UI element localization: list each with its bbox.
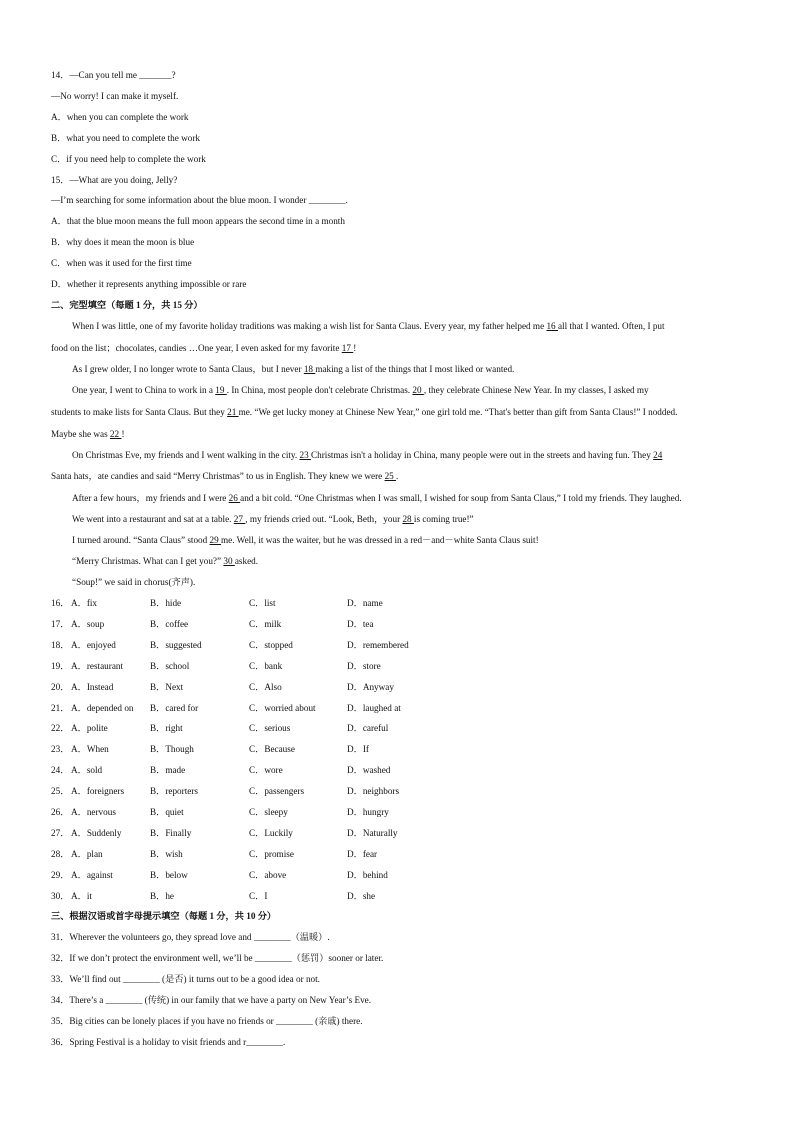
option-d: D．Anyway xyxy=(347,682,394,692)
blank-20: 20 xyxy=(412,385,424,395)
option-c: C．I xyxy=(249,891,268,901)
option-c: C．bank xyxy=(249,661,283,671)
option-row-number: 16． xyxy=(51,598,70,608)
option-b: B．coffee xyxy=(150,619,189,629)
passage-text: After a few hours，my friends and I were xyxy=(72,493,229,503)
q14-stem: 14．—Can you tell me _______? xyxy=(51,70,176,80)
option-d: D．tea xyxy=(347,619,374,629)
passage-text: On Christmas Eve, my friends and I went walking in the city. xyxy=(72,450,300,460)
passage-text: As I grew older, I no longer wrote to Santa Claus，but I never xyxy=(72,364,304,374)
passage-line: “Soup!” we said in chorus(齐声). xyxy=(72,577,196,587)
passage-line xyxy=(72,492,682,504)
q34: 34．There’s a ________ (传统) in our family that we have a party on New Year’s Eve. xyxy=(51,995,372,1005)
option-a: A．restaurant xyxy=(71,661,124,671)
option-d: D．fear xyxy=(347,849,378,859)
option-d: D．neighbors xyxy=(347,786,400,796)
blank-30: 30 xyxy=(223,556,235,566)
blank-22: 22 xyxy=(109,429,122,439)
passage-text: I turned around. “Santa Claus” stood xyxy=(72,535,210,545)
passage-text: Christmas isn't a holiday in China, many people were out in the streets and having fun. They xyxy=(311,450,654,460)
passage-text: asked. xyxy=(234,556,259,566)
q15-option-a: A．that the blue moon means the full moon appears the second time in a month xyxy=(51,216,345,226)
option-row-number: 21． xyxy=(51,703,70,713)
q14-option-c: C．if you need help to complete the work xyxy=(51,154,206,164)
option-d: D．remembered xyxy=(347,640,409,650)
option-b: B．Finally xyxy=(150,828,192,838)
option-c: C．worried about xyxy=(249,703,316,713)
blank-25: 25 xyxy=(384,471,397,481)
option-d: D．she xyxy=(347,891,376,901)
option-row-number: 26． xyxy=(51,807,70,817)
option-c: C．Also xyxy=(249,682,282,692)
option-a: A．sold xyxy=(71,765,103,775)
passage-text: . In China, most people don't celebrate Christmas. xyxy=(226,385,413,395)
option-a: A．Instead xyxy=(71,682,114,692)
option-row-number: 19． xyxy=(51,661,70,671)
section3-title: 三、根据汉语或首字母提示填空（每题 1 分，共 10 分） xyxy=(51,911,277,921)
option-a: A．soup xyxy=(71,619,105,629)
blank-29: 29 xyxy=(209,535,222,545)
passage-line xyxy=(51,342,356,354)
passage-text: One year, I went to China to work in a xyxy=(72,385,216,395)
blank-26: 26 xyxy=(228,493,241,503)
passage-text: “Merry Christmas. What can I get you?” xyxy=(72,556,224,566)
option-row-number: 17． xyxy=(51,619,70,629)
option-c: C．stopped xyxy=(249,640,293,650)
passage-text: me. Well, it was the waiter, but he was dressed in a red－and－white Santa Claus suit! xyxy=(221,535,539,545)
passage-text: all that I wanted. Often, I put xyxy=(557,321,665,331)
option-b: B．he xyxy=(150,891,174,901)
option-a: A．enjoyed xyxy=(71,640,116,650)
q15-option-d: D．whether it represents anything impossible or rare xyxy=(51,279,247,289)
option-d: D．name xyxy=(347,598,383,608)
q36: 36．Spring Festival is a holiday to visit friends and r________. xyxy=(51,1037,286,1047)
option-d: D．If xyxy=(347,744,369,754)
option-b: B．below xyxy=(150,870,188,880)
passage-text: ! xyxy=(121,429,125,439)
option-row-number: 22． xyxy=(51,723,70,733)
passage-text: making a list of the things that I most liked or wanted. xyxy=(315,364,515,374)
passage-line xyxy=(72,363,514,375)
option-a: A．against xyxy=(71,870,113,880)
passage-text: ! xyxy=(353,343,357,353)
q15-reply: —I’m searching for some information about the blue moon. I wonder ________. xyxy=(51,195,348,205)
section2-title: 二、完型填空（每题 1 分，共 15 分） xyxy=(51,300,203,310)
option-b: B．right xyxy=(150,723,183,733)
option-c: C．serious xyxy=(249,723,291,733)
option-row-number: 28． xyxy=(51,849,70,859)
passage-line xyxy=(51,470,398,482)
option-a: A．nervous xyxy=(71,807,116,817)
option-row-number: 20． xyxy=(51,682,70,692)
option-b: B．suggested xyxy=(150,640,202,650)
option-b: B．Next xyxy=(150,682,184,692)
option-b: B．hide xyxy=(150,598,182,608)
passage-text: When I was little, one of my favorite holiday traditions was making a wish list for Santa Claus. Every year, my father helped me xyxy=(72,321,547,331)
option-a: A．Suddenly xyxy=(71,828,122,838)
option-a: A．foreigners xyxy=(71,786,125,796)
option-d: D．careful xyxy=(347,723,389,733)
blank-19: 19 xyxy=(215,385,227,395)
option-d: D．washed xyxy=(347,765,391,775)
option-row-number: 23． xyxy=(51,744,70,754)
q32: 32．If we don’t protect the environment well, we’ll be ________（惩罚）sooner or later. xyxy=(51,953,384,963)
option-row-number: 18． xyxy=(51,640,70,650)
option-a: A．fix xyxy=(71,598,98,608)
passage-text: , they celebrate Chinese New Year. In my classes, I asked my xyxy=(423,385,649,395)
option-a: A．polite xyxy=(71,723,108,733)
passage-line xyxy=(72,513,474,525)
option-c: C．Luckily xyxy=(249,828,293,838)
option-row-number: 27． xyxy=(51,828,70,838)
passage-text: Maybe she was xyxy=(51,429,110,439)
passage-line xyxy=(72,534,539,546)
blank-28: 28 xyxy=(402,514,414,524)
option-c: C．promise xyxy=(249,849,294,859)
option-row-number: 24． xyxy=(51,765,70,775)
q14-reply: —No worry! I can make it myself. xyxy=(51,91,179,101)
passage-line xyxy=(72,555,258,567)
passage-text: . xyxy=(396,471,399,481)
option-b: B．Though xyxy=(150,744,194,754)
passage-text: food on the list；chocolates, candies …One year, I even asked for my favorite xyxy=(51,343,342,353)
option-c: C．passengers xyxy=(249,786,305,796)
q35: 35．Big cities can be lonely places if you have no friends or ________ (亲戚) there. xyxy=(51,1016,363,1026)
option-d: D．Naturally xyxy=(347,828,398,838)
passage-text: We went into a restaurant and sat at a table. xyxy=(72,514,234,524)
passage-text: , my friends cried out. “Look, Beth，your xyxy=(245,514,403,524)
option-b: B．wish xyxy=(150,849,183,859)
passage-text: students to make lists for Santa Claus. But they xyxy=(51,407,228,417)
passage-text: Santa hats，ate candies and said “Merry Christmas” to us in English. They knew we were xyxy=(51,471,385,481)
option-b: B．cared for xyxy=(150,703,199,713)
option-d: D．behind xyxy=(347,870,388,880)
q31: 31．Wherever the volunteers go, they spread love and ________（温暖）. xyxy=(51,932,330,942)
blank-21: 21 xyxy=(227,407,239,417)
option-b: B．made xyxy=(150,765,186,775)
passage-line xyxy=(72,320,665,332)
option-c: C．milk xyxy=(249,619,282,629)
option-a: A．plan xyxy=(71,849,103,859)
passage-text: and a bit cold. “One Christmas when I was small, I wished for soup from Santa Claus,” I told my friends. They laughed. xyxy=(240,493,682,503)
option-d: D．store xyxy=(347,661,381,671)
passage-line xyxy=(72,384,649,396)
blank-27: 27 xyxy=(233,514,246,524)
passage-line xyxy=(51,406,677,418)
option-row-number: 25． xyxy=(51,786,70,796)
q14-option-a: A．when you can complete the work xyxy=(51,112,189,122)
option-c: C．sleepy xyxy=(249,807,288,817)
blank-18: 18 xyxy=(303,364,316,374)
passage-line xyxy=(51,428,125,440)
passage-text: is coming true!” xyxy=(413,514,474,524)
option-row-number: 30． xyxy=(51,891,70,901)
option-c: C．Because xyxy=(249,744,295,754)
option-c: C．wore xyxy=(249,765,283,775)
option-b: B．school xyxy=(150,661,190,671)
option-a: A．When xyxy=(71,744,109,754)
option-a: A．depended on xyxy=(71,703,134,713)
blank-16: 16 xyxy=(546,321,558,331)
option-c: C．list xyxy=(249,598,276,608)
option-d: D．laughed at xyxy=(347,703,401,713)
option-b: B．reporters xyxy=(150,786,198,796)
q14-option-b: B．what you need to complete the work xyxy=(51,133,201,143)
blank-23: 23 xyxy=(299,450,311,460)
q33: 33．We’ll find out ________ (是否) it turns out to be a good idea or not. xyxy=(51,974,320,984)
q15-option-c: C．when was it used for the first time xyxy=(51,258,192,268)
option-a: A．it xyxy=(71,891,92,901)
q15-stem: 15．—What are you doing, Jelly? xyxy=(51,175,178,185)
option-d: D．hungry xyxy=(347,807,389,817)
blank-17: 17 xyxy=(341,343,354,353)
blank-24: 24 xyxy=(653,450,663,460)
q15-option-b: B．why does it mean the moon is blue xyxy=(51,237,195,247)
option-row-number: 29． xyxy=(51,870,70,880)
option-c: C．above xyxy=(249,870,287,880)
option-b: B．quiet xyxy=(150,807,184,817)
passage-line xyxy=(72,449,662,461)
passage-text: me. “We get lucky money at Chinese New Year,” one girl told me. “That's better than gift from Santa Claus!” I nodded. xyxy=(238,407,678,417)
